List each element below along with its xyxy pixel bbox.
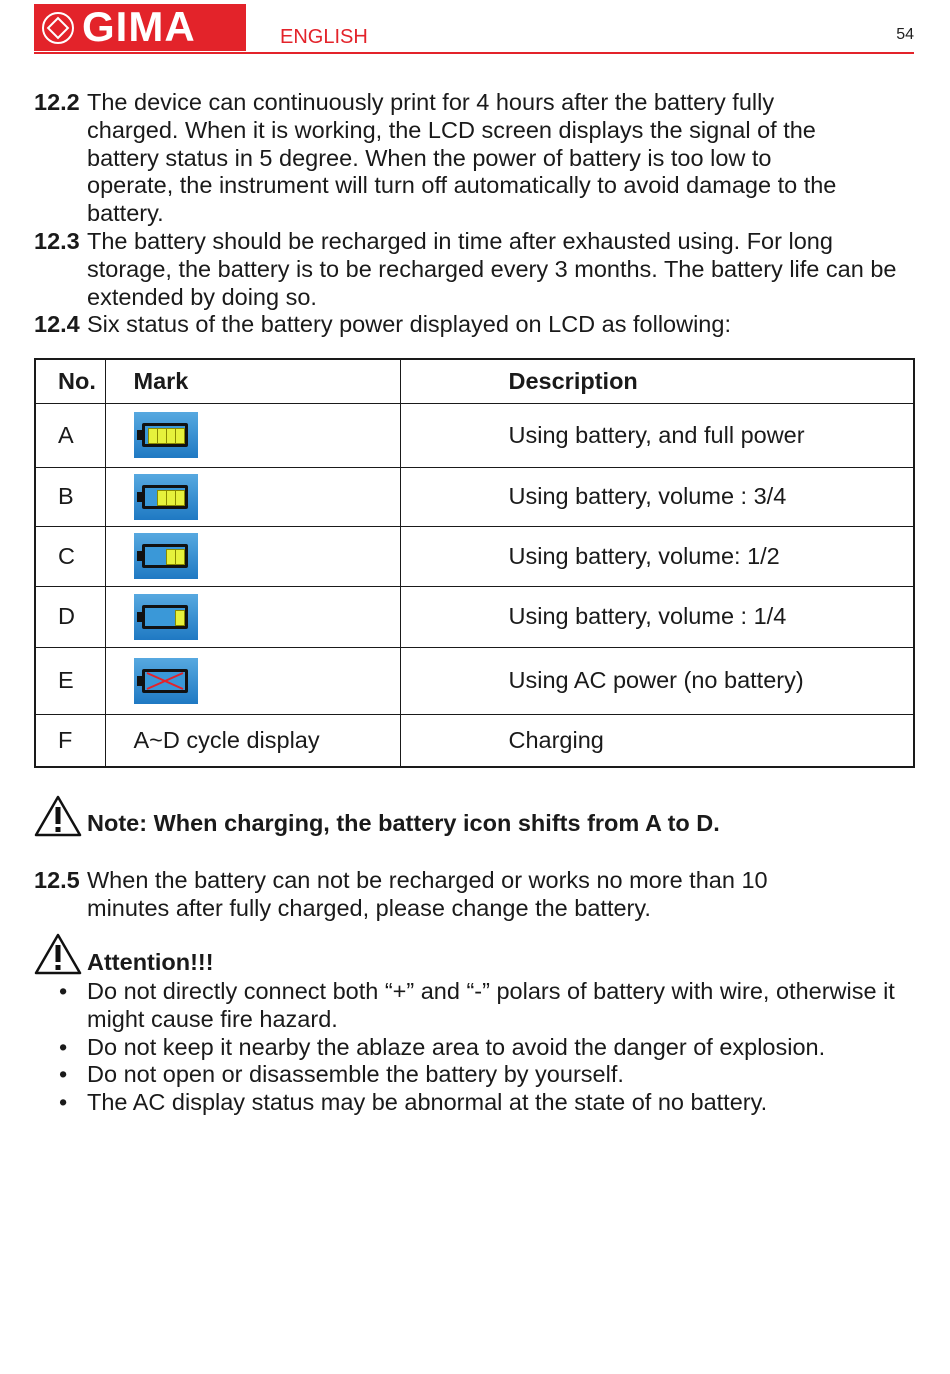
list-item-text: The AC display status may be abnormal at the state of no battery.: [87, 1089, 768, 1116]
section-text: The device can continuously print for 4 hours after the battery fully charged. When it is working, the LCD screen displays the signal of the battery status in 5 degree. When the power of battery is too low to operate, the instrument will turn off automatically to avoid damage to the battery.: [87, 89, 837, 227]
list-item: • Do not directly connect both “+” and “-” polars of battery with wire, otherwise it might cause fire hazard.: [59, 978, 895, 1032]
row-description: Using battery, volume : 1/4: [400, 586, 914, 647]
header-description: Description: [400, 359, 914, 403]
logo-text: GIMA: [82, 3, 196, 50]
battery-3-bars-icon: [134, 474, 198, 520]
list-item-text: Do not directly connect both “+” and “-” polars of battery with wire, otherwise it might cause fire hazard.: [87, 978, 895, 1032]
table-row: [35, 526, 914, 586]
page-number: 54: [896, 26, 914, 43]
table-row: [35, 467, 914, 526]
row-mark: [105, 586, 400, 647]
charging-note: Note: When charging, the battery icon shifts from A to D.: [87, 810, 720, 836]
list-item: • Do not open or disassemble the battery by yourself.: [59, 1061, 624, 1088]
table-header-row: [35, 359, 914, 403]
battery-1-bar-icon: [134, 594, 198, 640]
row-mark: [105, 526, 400, 586]
battery-crossed-icon: [134, 658, 198, 704]
row-no: B: [35, 467, 105, 526]
section-text: The battery should be recharged in time after exhausted using. For long storage, the battery is to be recharged every 3 months. The battery life can be extended by doing so.: [87, 228, 897, 310]
list-item: • Do not keep it nearby the ablaze area to avoid the danger of explosion.: [59, 1033, 826, 1060]
attention-list: [34, 978, 914, 1117]
section-12-2: [34, 89, 847, 228]
row-mark: [105, 403, 400, 467]
row-no: C: [35, 526, 105, 586]
section-12-4: [34, 311, 907, 339]
table-row: [35, 586, 914, 647]
row-mark: [105, 647, 400, 714]
logo-emblem-icon: [42, 12, 74, 44]
battery-2-bars-icon: [134, 533, 198, 579]
header-no: No.: [35, 359, 105, 403]
row-description: Using battery, and full power: [400, 403, 914, 467]
attention-title: Attention!!!: [87, 949, 214, 975]
row-mark: [105, 467, 400, 526]
section-12-3: [34, 228, 902, 311]
table-row: [35, 403, 914, 467]
section-number: 12.4: [34, 311, 80, 337]
section-number: 12.3: [34, 228, 80, 254]
header-divider: [34, 52, 914, 54]
section-text: When the battery can not be recharged or works no more than 10 minutes after fully charged, please change the battery.: [87, 867, 768, 921]
page-header: [34, 4, 914, 54]
battery-status-table: [34, 358, 915, 768]
section-12-5: [34, 867, 847, 923]
language-label: ENGLISH: [280, 26, 368, 48]
table-row: [35, 647, 914, 714]
row-description: Charging: [400, 714, 914, 767]
row-no: F: [35, 714, 105, 767]
section-number: 12.5: [34, 867, 80, 893]
row-no: D: [35, 586, 105, 647]
row-no: E: [35, 647, 105, 714]
row-description: Using battery, volume: 1/2: [400, 526, 914, 586]
list-item-text: Do not keep it nearby the ablaze area to avoid the danger of explosion.: [87, 1033, 826, 1060]
list-item-text: Do not open or disassemble the battery by yourself.: [87, 1061, 624, 1088]
row-description: Using AC power (no battery): [400, 647, 914, 714]
table-row: [35, 714, 914, 767]
section-number: 12.2: [34, 89, 80, 115]
list-item: • The AC display status may be abnormal at the state of no battery.: [59, 1089, 768, 1116]
row-mark-text: A~D cycle display: [105, 714, 400, 767]
row-description: Using battery, volume : 3/4: [400, 467, 914, 526]
section-text: Six status of the battery power displayed on LCD as following:: [87, 311, 731, 337]
gima-logo: [34, 4, 246, 51]
header-mark: Mark: [105, 359, 400, 403]
row-no: A: [35, 403, 105, 467]
battery-4-bars-icon: [134, 412, 198, 458]
